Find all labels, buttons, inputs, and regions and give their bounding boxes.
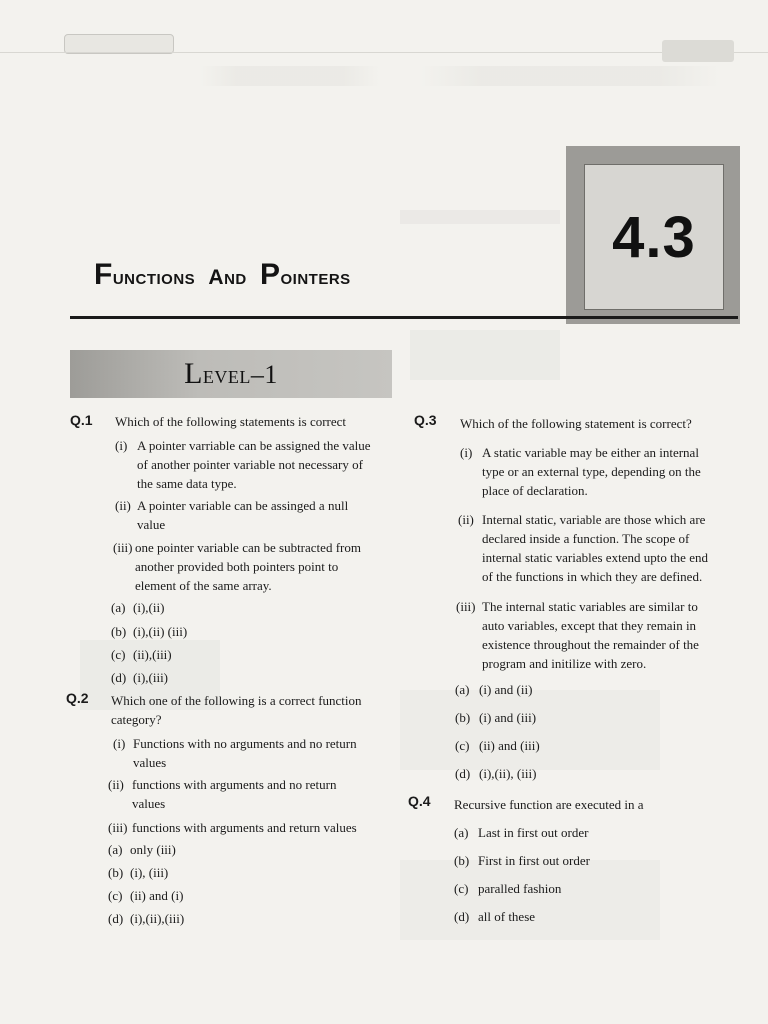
statement — [456, 597, 748, 677]
answer-option — [111, 598, 311, 617]
option-text: (ii) and (i) — [130, 888, 184, 903]
statement-text — [137, 496, 348, 534]
question-text: Which of the following statement is correct? — [460, 416, 692, 431]
statement-line: another provided both pointers point to — [135, 559, 339, 574]
statement — [460, 443, 745, 503]
option-marker: (d) — [111, 670, 127, 685]
option-marker: (d) — [454, 909, 470, 924]
statement-marker: (ii) — [115, 498, 131, 513]
statement-text — [482, 597, 699, 673]
statement — [458, 510, 748, 590]
question-text: Recursive function are executed in a — [454, 797, 644, 812]
answer-option — [455, 736, 655, 755]
question-text: Which of the following statements is correct — [115, 414, 347, 429]
chapter-number: 4.3 — [612, 204, 696, 270]
option-text: paralled fashion — [478, 881, 562, 896]
statement-marker: (iii) — [108, 820, 128, 835]
statement-text — [132, 775, 336, 813]
question-text — [111, 691, 401, 729]
statement-line: functions with arguments and no return — [132, 777, 337, 792]
running-header-tab — [64, 34, 174, 54]
chapter-number-box — [584, 164, 724, 310]
statement-line: existence throughout the remainder of the — [482, 637, 699, 652]
statement-line: of the functions in which they are defined. — [482, 569, 703, 584]
statement-text — [135, 538, 361, 595]
question-number: Q.1 — [70, 412, 93, 428]
statement-line: value — [137, 517, 166, 532]
option-marker: (a) — [108, 842, 123, 857]
statement — [115, 436, 395, 496]
question-line: category? — [111, 712, 162, 727]
statement-line: the same data type. — [137, 476, 237, 491]
option-marker: (d) — [455, 766, 471, 781]
statement-line: declared inside a function. The scope of — [482, 531, 690, 546]
answer-option — [455, 764, 655, 783]
statement-line: element of the same array. — [135, 578, 272, 593]
statement-marker: (ii) — [458, 512, 474, 527]
answer-option — [111, 645, 311, 664]
option-marker: (a) — [111, 600, 126, 615]
running-header-rule — [0, 52, 768, 53]
answer-option — [454, 907, 674, 926]
question-number: Q.2 — [66, 690, 89, 706]
option-marker: (a) — [454, 825, 469, 840]
answer-option — [454, 823, 674, 842]
option-text: (i),(ii) (iii) — [133, 624, 188, 639]
answer-option — [108, 909, 308, 928]
statement — [113, 538, 395, 598]
answer-option — [455, 680, 655, 699]
statement-text — [137, 436, 371, 493]
statement-line: Internal static, variable are those which are — [482, 512, 706, 527]
statement-line: values — [133, 755, 167, 770]
question-line: Which one of the following is a correct function — [111, 693, 362, 708]
statement — [108, 775, 393, 815]
option-text: (ii) and (iii) — [479, 738, 540, 753]
option-text: (i),(ii),(iii) — [130, 911, 185, 926]
answer-option — [454, 851, 674, 870]
answer-option — [111, 622, 311, 641]
option-marker: (d) — [108, 911, 124, 926]
answer-option — [108, 886, 308, 905]
answer-option — [108, 840, 308, 859]
statement-line: Functions with no arguments and no return — [133, 736, 357, 751]
statement-marker: (iii) — [456, 599, 476, 614]
answer-option — [111, 668, 311, 687]
statement — [113, 734, 393, 774]
statement-line: The internal static variables are similar to — [482, 599, 698, 614]
statement-text — [133, 734, 357, 772]
statement-line: internal static variables extend upto the end — [482, 550, 708, 565]
option-text: only (iii) — [130, 842, 176, 857]
option-marker: (b) — [455, 710, 471, 725]
option-text: (i),(iii) — [133, 670, 169, 685]
option-text: all of these — [478, 909, 536, 924]
question-number: Q.4 — [408, 793, 431, 809]
statement-marker: (iii) — [113, 540, 133, 555]
level-banner — [70, 350, 392, 398]
statement — [108, 818, 398, 837]
statement-text — [482, 510, 708, 586]
statement-line: values — [132, 796, 166, 811]
statement-line: type or an external type, depending on the — [482, 464, 701, 479]
option-text: (i),(ii), (iii) — [479, 766, 537, 781]
option-marker: (c) — [108, 888, 123, 903]
option-marker: (c) — [111, 647, 126, 662]
option-text: (i),(ii) — [133, 600, 165, 615]
option-marker: (c) — [455, 738, 470, 753]
option-text: Last in first out order — [478, 825, 589, 840]
title-rule — [70, 316, 738, 319]
answer-option — [454, 879, 674, 898]
statement-line: A static variable may be either an internal — [482, 445, 699, 460]
statement-line: place of declaration. — [482, 483, 588, 498]
answer-option — [108, 863, 308, 882]
option-text: (i) and (iii) — [479, 710, 537, 725]
statement-line: auto variables, except that they remain in — [482, 618, 697, 633]
option-marker: (b) — [108, 865, 124, 880]
statement-marker: (i) — [460, 445, 473, 460]
option-text: (ii),(iii) — [133, 647, 172, 662]
option-marker: (b) — [454, 853, 470, 868]
statement-line: A pointer variable can be assinged a null — [137, 498, 349, 513]
statement-text: functions with arguments and return values — [132, 820, 357, 835]
statement-line: program and initilize with zero. — [482, 656, 647, 671]
option-text: (i) and (ii) — [479, 682, 533, 697]
statement-marker: (i) — [113, 736, 126, 751]
statement — [115, 496, 395, 536]
running-header-page-tab — [662, 40, 734, 62]
question-number: Q.3 — [414, 412, 437, 428]
statement-line: one pointer variable can be subtracted from — [135, 540, 361, 555]
answer-option — [455, 708, 655, 727]
option-text: (i), (iii) — [130, 865, 169, 880]
option-text: First in first out order — [478, 853, 590, 868]
statement-line: A pointer varriable can be assigned the value — [137, 438, 371, 453]
chapter-title: Functions and Pointers — [94, 258, 351, 291]
statement-line: of another pointer variable not necessary of — [137, 457, 363, 472]
statement-marker: (i) — [115, 438, 128, 453]
level-label: Level–1 — [184, 357, 278, 390]
statement-text — [482, 443, 701, 500]
option-marker: (c) — [454, 881, 469, 896]
option-marker: (a) — [455, 682, 470, 697]
option-marker: (b) — [111, 624, 127, 639]
statement-marker: (ii) — [108, 777, 124, 792]
